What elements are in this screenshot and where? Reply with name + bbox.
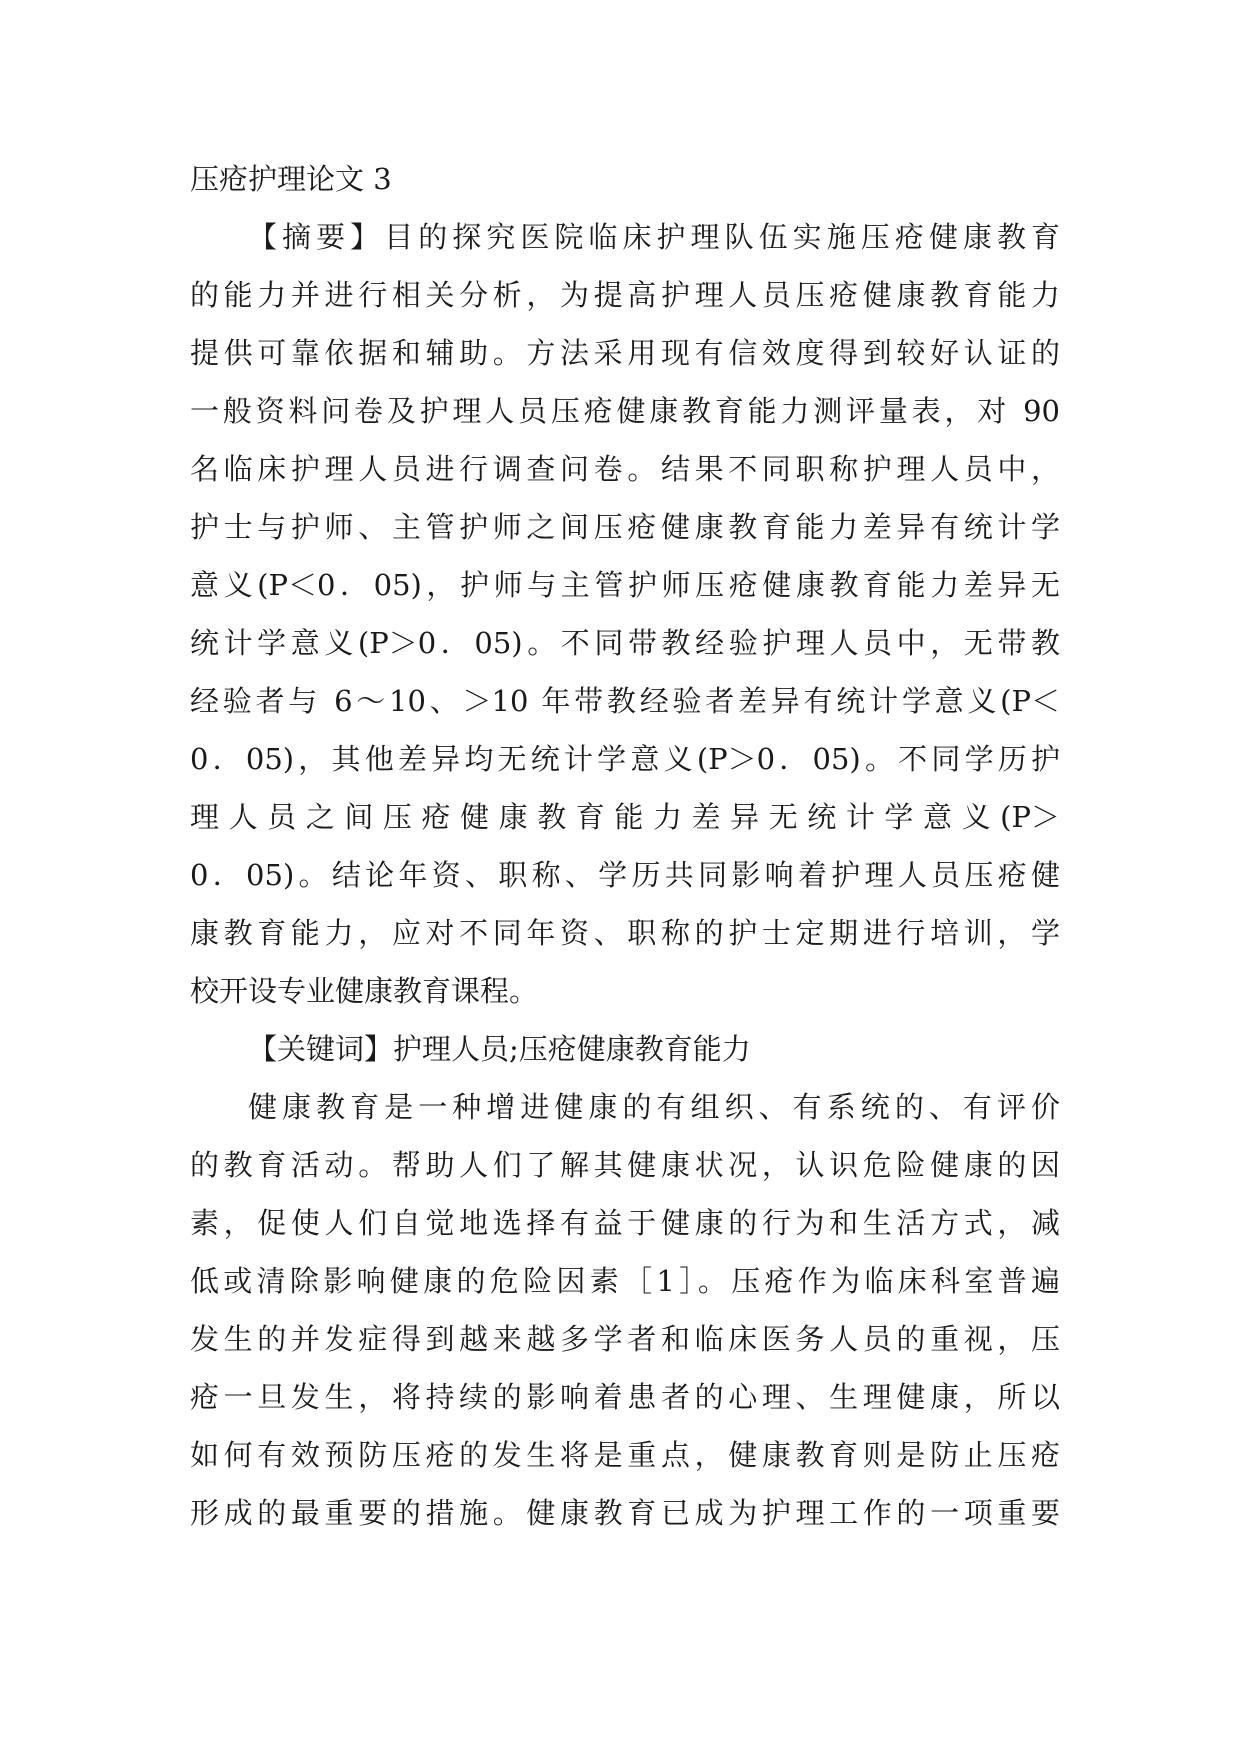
keywords-line: 【关键词】护理人员;压疮健康教育能力	[248, 1032, 751, 1066]
abstract-line: 经验者与 6～10、＞10 年带教经验者差异有统计学意义(P＜	[190, 684, 1060, 718]
abstract-line: 0．05)。结论年资、职称、学历共同影响着护理人员压疮健	[190, 858, 1060, 892]
abstract-line: 统计学意义(P＞0．05)。不同带教经验护理人员中，无带教	[190, 626, 1060, 660]
abstract-line: 的能力并进行相关分析，为提高护理人员压疮健康教育能力	[190, 278, 1060, 312]
document-page	[190, 150, 1060, 1542]
body-line: 的教育活动。帮助人们了解其健康状况，认识危险健康的因	[190, 1148, 1060, 1182]
body-line: 如何有效预防压疮的发生将是重点，健康教育则是防止压疮	[190, 1438, 1060, 1472]
abstract-line: 意义(P＜0．05)，护师与主管护师压疮健康教育能力差异无	[190, 568, 1060, 602]
abstract-line: 康教育能力，应对不同年资、职称的护士定期进行培训，学	[190, 916, 1060, 950]
body-line: 健康教育是一种增进健康的有组织、有系统的、有评价	[248, 1090, 1060, 1124]
body-paragraph	[190, 1078, 1060, 1542]
abstract-line: 【摘要】目的探究医院临床护理队伍实施压疮健康教育	[248, 220, 1060, 254]
abstract-paragraph	[190, 208, 1060, 1020]
abstract-line: 0．05)，其他差异均无统计学意义(P＞0．05)。不同学历护	[190, 742, 1060, 776]
abstract-line: 理人员之间压疮健康教育能力差异无统计学意义(P＞	[190, 800, 1060, 834]
body-line: 低或清除影响健康的危险因素［1］。压疮作为临床科室普遍	[190, 1264, 1060, 1298]
body-line: 形成的最重要的措施。健康教育已成为护理工作的一项重要	[190, 1496, 1060, 1530]
abstract-line: 护士与护师、主管护师之间压疮健康教育能力差异有统计学	[190, 510, 1060, 544]
document-title: 压疮护理论文 3	[190, 162, 392, 196]
abstract-line: 名临床护理人员进行调查问卷。结果不同职称护理人员中，	[190, 452, 1060, 486]
abstract-line: 一般资料问卷及护理人员压疮健康教育能力测评量表，对 90	[190, 394, 1060, 428]
abstract-line: 提供可靠依据和辅助。方法采用现有信效度得到较好认证的	[190, 336, 1060, 370]
body-line: 发生的并发症得到越来越多学者和临床医务人员的重视，压	[190, 1322, 1060, 1356]
body-line: 素，促使人们自觉地选择有益于健康的行为和生活方式，减	[190, 1206, 1060, 1240]
body-line: 疮一旦发生，将持续的影响着患者的心理、生理健康，所以	[190, 1380, 1060, 1414]
abstract-line: 校开设专业健康教育课程。	[190, 974, 539, 1008]
